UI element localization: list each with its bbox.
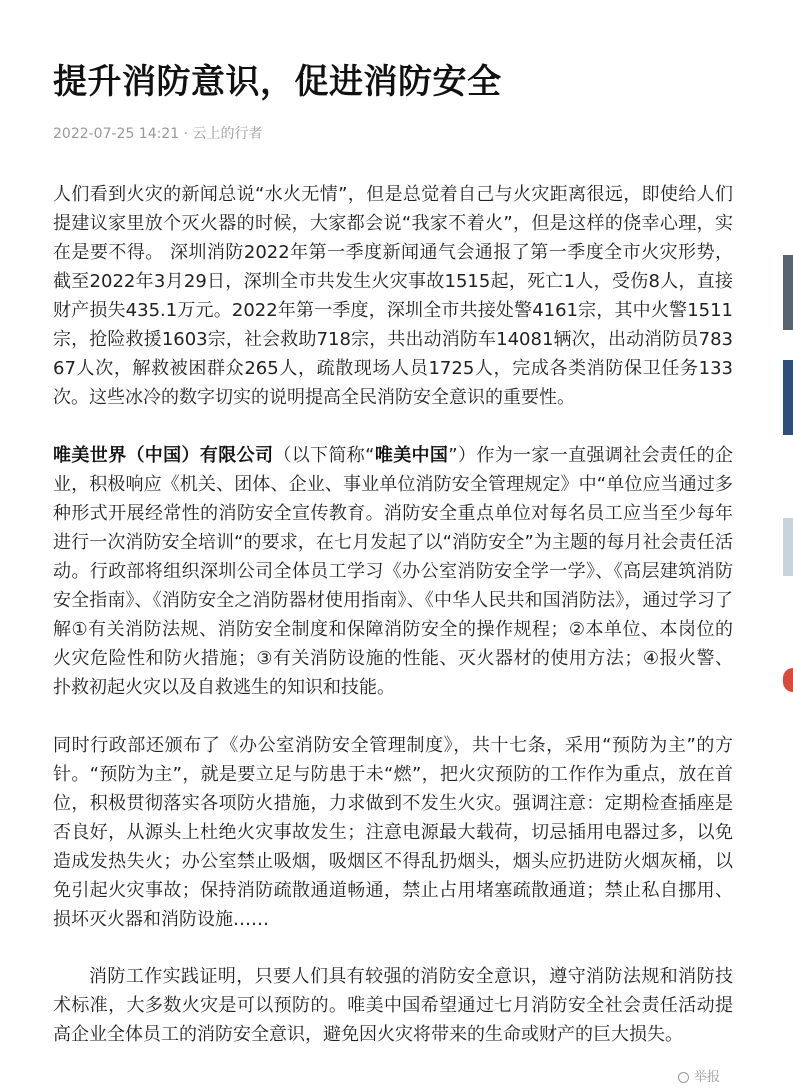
side-thumbnail-3[interactable] [783,518,793,576]
article-meta [53,124,263,144]
side-thumbnail-4[interactable] [783,668,793,692]
company-name: 唯美世界（中国）有限公司 [53,445,274,466]
company-short-name: 唯美中国 [374,445,449,466]
report-icon [678,1072,689,1083]
paragraph-3: 同时行政部还颁布了《办公室消防安全管理制度》，共十七条，采用“预防为主”的方针。“预防为主”，就是要立足与防患于未“燃”，把火灾预防的工作作为重点，放在首位，积极贯彻落实各项防火措施，力求做到不发生火灾。强调注意：定期检查插座是否良好，从源头上杜绝火灾事故发生；注意电源最大载荷，切忌插用电器过多，以免造成发热失火；办公室禁止吸烟，吸烟区不得乱扔烟头，烟头应扔进防火烟灰桶，以免引起火灾事故；保持消防疏散通道畅通，禁止占用堵塞疏散通道；禁止私自挪用、损坏灭火器和消防设施…… [53,735,733,930]
paragraph-2-body: ”）作为一家一直强调社会责任的企业，积极响应《机关、团体、企业、事业单位消防安全管理规定》中“单位应当通过多种形式开展经常性的消防安全宣传教育。消防安全重点单位对每名员工应当至少每年进行一次消防安全培训“的要求，在七月发起了以“消防安全”为主题的每月社会责任活动。行政部将组织深圳公司全体员工学习《办公室消防安全学一学》、《高层建筑消防安全指南》、《消防安全之消防器材使用指南》、《中华人民共和国消防法》，通过学习了解①有关消防法规、消防安全制度和保障消防安全的操作规程；②本单位、本岗位的火灾危险性和防火措施；③有关消防设施的性能、灭火器材的使用方法；④报火警、扑救初起火灾以及自救逃生的知识和技能。 [53,445,734,698]
article-title: 提升消防意识，促进消防安全 [53,62,502,102]
meta-separator: · [179,126,193,142]
side-thumbnail-2[interactable] [783,360,793,435]
publish-date: 2022-07-25 14:21 [53,126,180,142]
paragraph-2 [53,441,733,702]
paragraph-1: 人们看到火灾的新闻总说“水火无情”，但是总觉着自己与火灾距离很远，即使给人们提建议家里放个灭火器的时候，大家都会说“我家不着火”，但是这样的侥幸心理，实在是要不得。 深圳消防2022年第一季度新闻通气会通报了第一季度全市火灾形势，截至2022年3月29日，深圳全市共发生火灾事故1515起，死亡1人，受伤8人，直接财产损失435.1万元。2022年第一季度，深圳全市共接处警4161宗，其中火警1511宗，抢险救援1603宗，社会救助718宗，共出动消防车14081辆次，出动消防员78367人次，解救被困群众265人，疏散现场人员1725人，完成各类消防保卫任务133次。这些冰冷的数字切实的说明提高全民消防安全意识的重要性。 [53,184,734,408]
report-label: 举报 [694,1070,721,1085]
side-thumbnail-1[interactable] [783,255,793,330]
author-name[interactable]: 云上的行者 [192,126,263,142]
report-button[interactable] [678,1068,720,1088]
paragraph-2-intro: （以下简称“ [273,445,375,466]
paragraph-4: 消防工作实践证明，只要人们具有较强的消防安全意识，遵守消防法规和消防技术标准，大多数火灾是可以预防的。唯美中国希望通过七月消防安全社会责任活动提高企业全体员工的消防安全意识，避免因火灾将带来的生命或财产的巨大损失。 [53,966,733,1045]
